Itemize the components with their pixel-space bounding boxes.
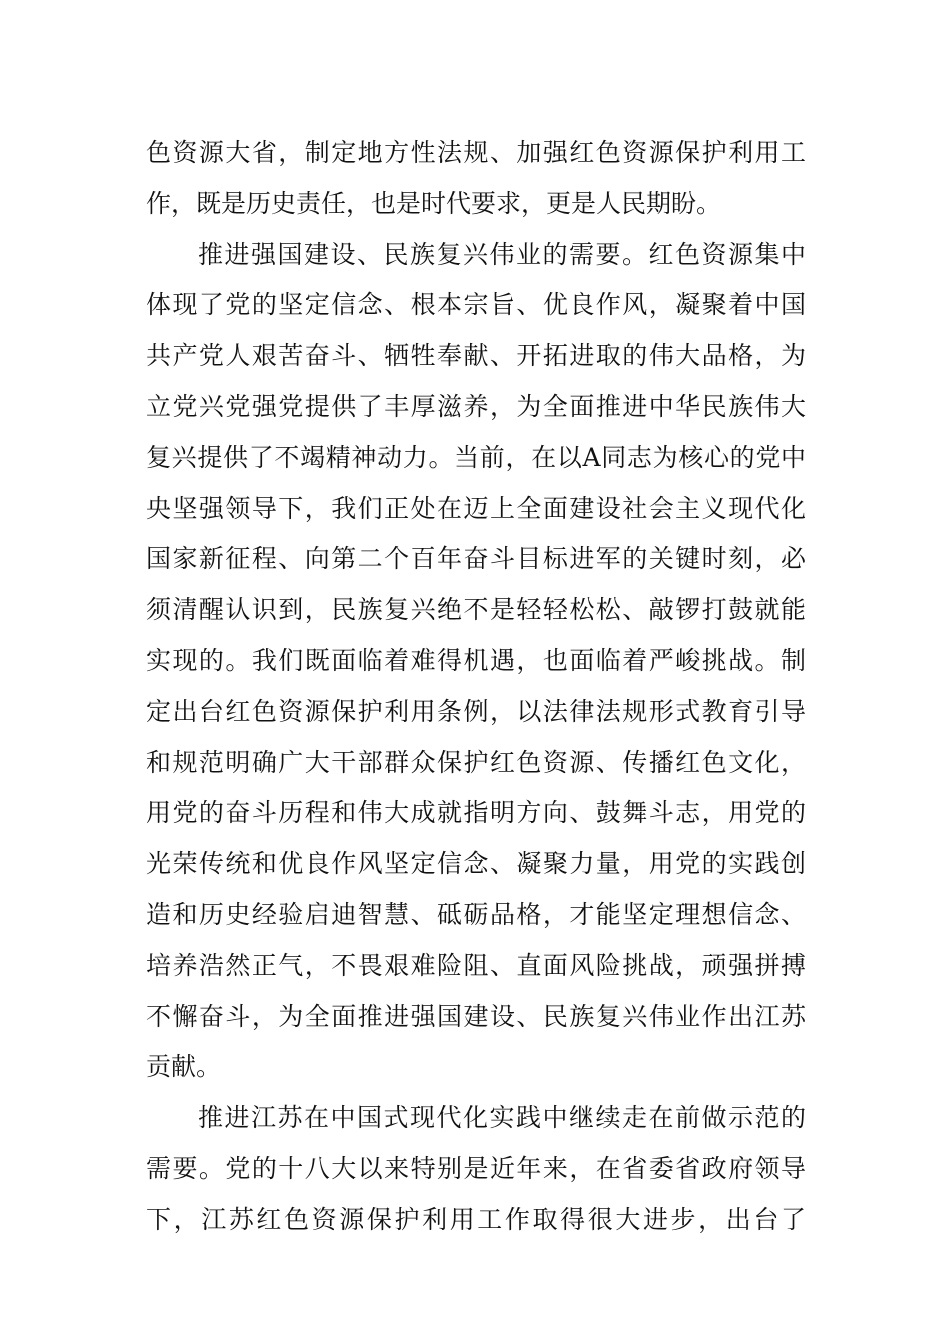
text-line: 推进江苏在中国式现代化实践中继续走在前做示范的 bbox=[198, 1103, 806, 1133]
text-line: 作，既是历史责任，也是时代要求，更是人民期盼。 bbox=[146, 188, 722, 218]
text-line: 定出台红色资源保护利用条例，以法律法规形式教育引导 bbox=[146, 696, 806, 726]
text-line: 立党兴党强党提供了丰厚滋养，为全面推进中华民族伟大 bbox=[146, 391, 806, 421]
text-line: 培养浩然正气，不畏艰难险阻、直面风险挑战，顽强拼搏 bbox=[146, 950, 806, 980]
text-line: 推进强国建设、民族复兴伟业的需要。红色资源集中 bbox=[198, 239, 806, 269]
text-line: 下，江苏红色资源保护利用工作取得很大进步，出台了 bbox=[146, 1204, 806, 1234]
text-line: 需要。党的十八大以来特别是近年来，在省委省政府领导 bbox=[146, 1153, 806, 1183]
text-line: 造和历史经验启迪智慧、砥砺品格，才能坚定理想信念、 bbox=[146, 899, 806, 929]
text-line: 色资源大省，制定地方性法规、加强红色资源保护利用工 bbox=[146, 138, 806, 167]
body-text bbox=[146, 128, 806, 1246]
text-line: 体现了党的坚定信念、根本宗旨、优良作风，凝聚着中国 bbox=[146, 290, 806, 320]
text-line: 贡献。 bbox=[146, 1052, 222, 1082]
text-line: 和规范明确广大干部群众保护红色资源、传播红色文化， bbox=[146, 747, 806, 777]
text-line: 实现的。我们既面临着难得机遇，也面临着严峻挑战。制 bbox=[146, 645, 806, 675]
text-line: 须清醒认识到，民族复兴绝不是轻轻松松、敲锣打鼓就能 bbox=[146, 595, 806, 625]
text-line: 用党的奋斗历程和伟大成就指明方向、鼓舞斗志，用党的 bbox=[146, 798, 806, 828]
text-line: 央坚强领导下，我们正处在迈上全面建设社会主义现代化 bbox=[146, 493, 806, 523]
text-line: 共产党人艰苦奋斗、牺牲奉献、开拓进取的伟大品格，为 bbox=[146, 341, 806, 371]
text-line: 不懈奋斗，为全面推进强国建设、民族复兴伟业作出江苏 bbox=[146, 1001, 806, 1031]
text-line: 复兴提供了不竭精神动力。当前，在以A同志为核心的党中 bbox=[146, 442, 806, 472]
text-line: 国家新征程、向第二个百年奋斗目标进军的关键时刻，必 bbox=[146, 544, 806, 574]
text-line: 光荣传统和优良作风坚定信念、凝聚力量，用党的实践创 bbox=[146, 849, 806, 879]
